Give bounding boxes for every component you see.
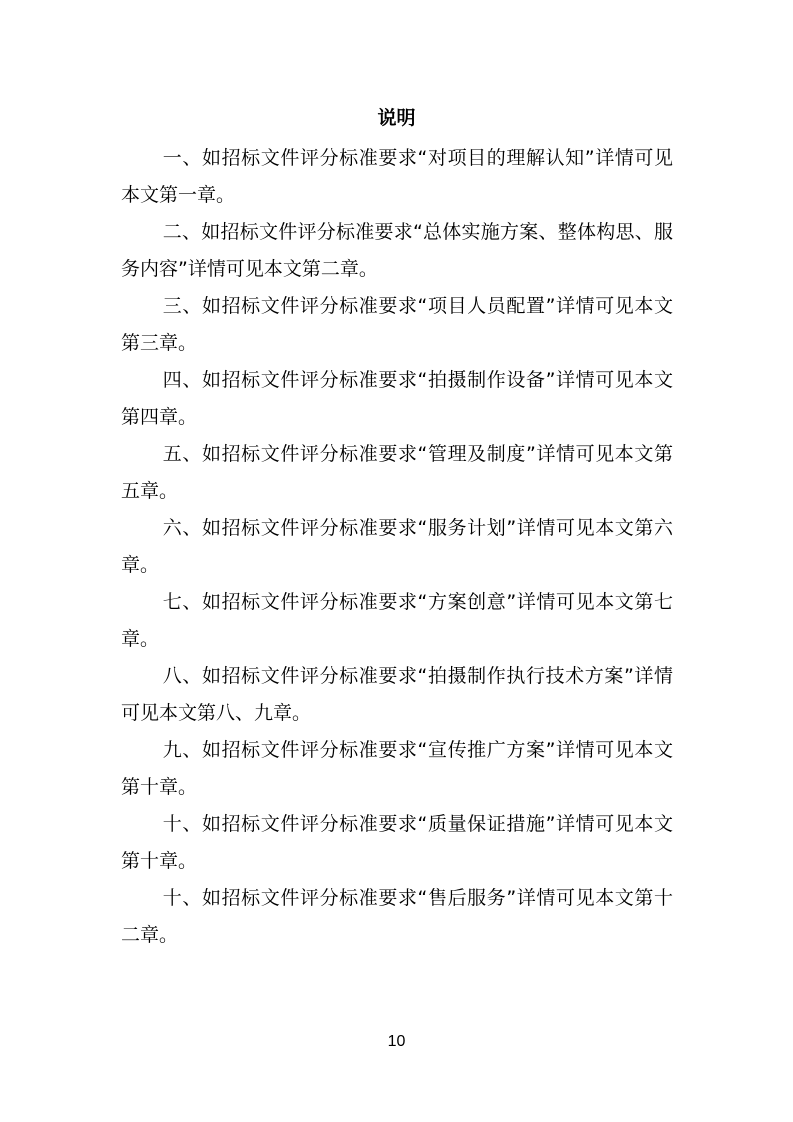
paragraph-1: 一、如招标文件评分标准要求“对项目的理解认知”详情可见本文第一章。 (121, 147, 673, 206)
paragraph-7: 七、如招标文件评分标准要求“方案创意”详情可见本文第七章。 (121, 591, 673, 650)
paragraph-8: 八、如招标文件评分标准要求“拍摄制作执行技术方案”详情可见本文第八、九章。 (121, 665, 673, 724)
document-body (121, 140, 673, 954)
paragraph-3: 三、如招标文件评分标准要求“项目人员配置”详情可见本文第三章。 (121, 295, 673, 354)
paragraph-10: 十、如招标文件评分标准要求“质量保证措施”详情可见本文第十章。 (121, 813, 673, 872)
paragraph-9: 九、如招标文件评分标准要求“宣传推广方案”详情可见本文第十章。 (121, 739, 673, 798)
paragraph-2: 二、如招标文件评分标准要求“总体实施方案、整体构思、服务内容”详情可见本文第二章。 (121, 221, 673, 280)
paragraph-4: 四、如招标文件评分标准要求“拍摄制作设备”详情可见本文第四章。 (121, 369, 673, 428)
page-title: 说明 (377, 107, 416, 129)
paragraph-11: 十、如招标文件评分标准要求“售后服务”详情可见本文第十二章。 (121, 887, 673, 946)
paragraph-6: 六、如招标文件评分标准要求“服务计划”详情可见本文第六章。 (121, 517, 673, 576)
page-number: 10 (387, 1033, 406, 1050)
paragraph-5: 五、如招标文件评分标准要求“管理及制度”详情可见本文第五章。 (121, 443, 673, 502)
